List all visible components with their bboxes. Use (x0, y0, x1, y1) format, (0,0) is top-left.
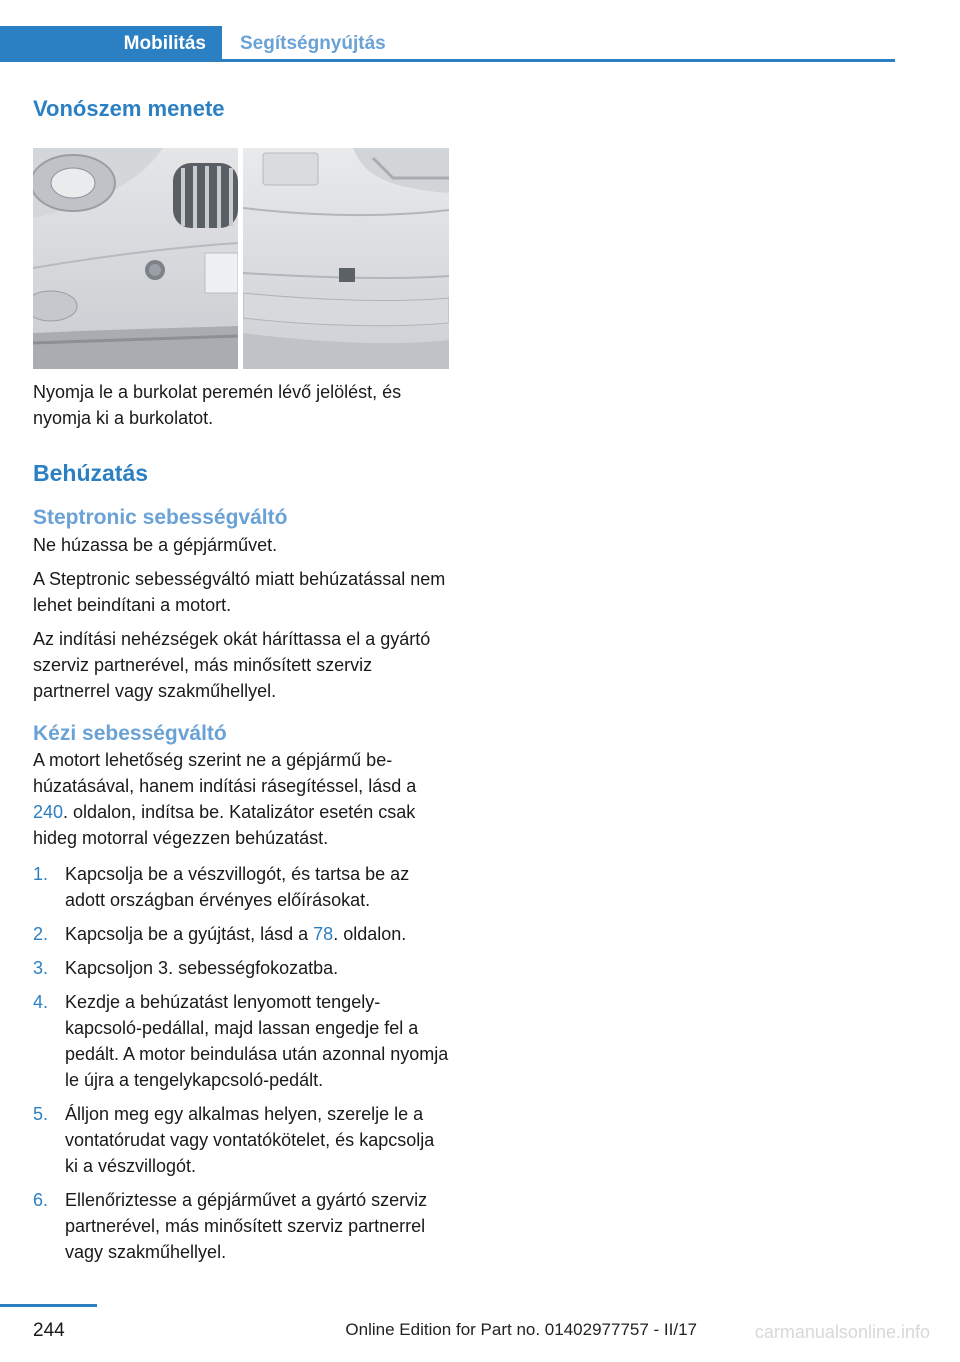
manual-p1-text-b: . oldalon, indítsa be. Katalizátor esetén csak hideg motorral végezzen behúzatást. (33, 802, 416, 849)
towing-heading: Behúzatás (33, 459, 149, 486)
list-item (33, 1187, 451, 1265)
tow-eye-figure (33, 148, 449, 369)
header-bar (0, 0, 895, 62)
tab-segitsegnyujtas[interactable]: Segítségnyújtás (240, 33, 386, 54)
steptronic-p2: A Steptronic sebességváltó miatt behúzatással nem lehet beindítani a motort. (33, 568, 446, 615)
list-item (33, 1101, 451, 1179)
step-text-a: Kapcsolja be a gyújtást, lásd a (65, 924, 314, 945)
list-item (33, 921, 451, 947)
manual-gearbox-p1 (33, 747, 451, 851)
watermark: carmanualsonline.info (754, 1322, 930, 1342)
tow-eye-caption: Nyomja le a burkolat peremén lévő jelölést, és nyomja ki a burkolatot. (33, 381, 402, 428)
step-number: 3. (33, 958, 49, 979)
list-item (33, 989, 451, 1093)
manual-gearbox-heading: Kézi sebességváltó (33, 721, 227, 745)
steptronic-heading: Steptronic sebességváltó (33, 506, 288, 530)
front-bumper-photo (33, 148, 238, 369)
towing-steps-list (33, 861, 451, 1265)
rear-bumper-photo (243, 148, 449, 369)
steptronic-p1: Ne húzassa be a gépjárművet. (33, 534, 278, 555)
list-item (33, 861, 451, 913)
step-number: 1. (33, 864, 49, 885)
step-number: 5. (33, 1104, 49, 1125)
step-number: 2. (33, 924, 49, 945)
step-text: Kezdje a behúzatást lenyomott tengelykapcsoló-pedállal, majd lassan engedje fel a pedált. A motor beindulása után azonnal nyomja le újra a tengelykapcsoló-pedált. (65, 992, 449, 1091)
step-number: 6. (33, 1190, 49, 1211)
edition-note: Online Edition for Part no. 01402977757 - II/17 (345, 1320, 697, 1339)
manual-p1-text-a: A motort lehetőség szerint ne a gépjármű behúzatásával, hanem indítási rásegítéssel, lásd a (33, 750, 417, 797)
step-text: Kapcsolja be a vészvillogót, és tartsa be az adott országban érvényes előírásokat. (65, 864, 410, 911)
step-number: 4. (33, 992, 49, 1013)
tab-mobilitas[interactable]: Mobilitás (0, 26, 222, 62)
step-text: Ellenőriztesse a gépjárművet a gyártó szerviz partnerével, más minősített szerviz partnerrel vagy szakműhellyel. (65, 1190, 428, 1263)
footer-rule (0, 1304, 97, 1307)
page-link-78[interactable]: 78 (313, 924, 334, 945)
page-link-240[interactable]: 240 (33, 802, 64, 823)
list-item (33, 955, 451, 981)
step-text-b: . oldalon. (333, 924, 407, 945)
content-column (33, 95, 451, 1265)
steptronic-p3: Az indítási nehézségek okát háríttassa el a gyártó szerviz partnerével, más minősített szerviz partnerrel vagy szakműhellyel. (33, 628, 431, 701)
page-number: 244 (33, 1320, 65, 1341)
step-text: Álljon meg egy alkalmas helyen, szerelje le a vontatórudat vagy vontatókötelet, és kapcsolja ki a vészvillogót. (65, 1104, 435, 1177)
tow-eye-heading: Vonószem menete (33, 96, 225, 121)
step-text: Kapcsoljon 3. sebességfokozatba. (65, 958, 339, 979)
